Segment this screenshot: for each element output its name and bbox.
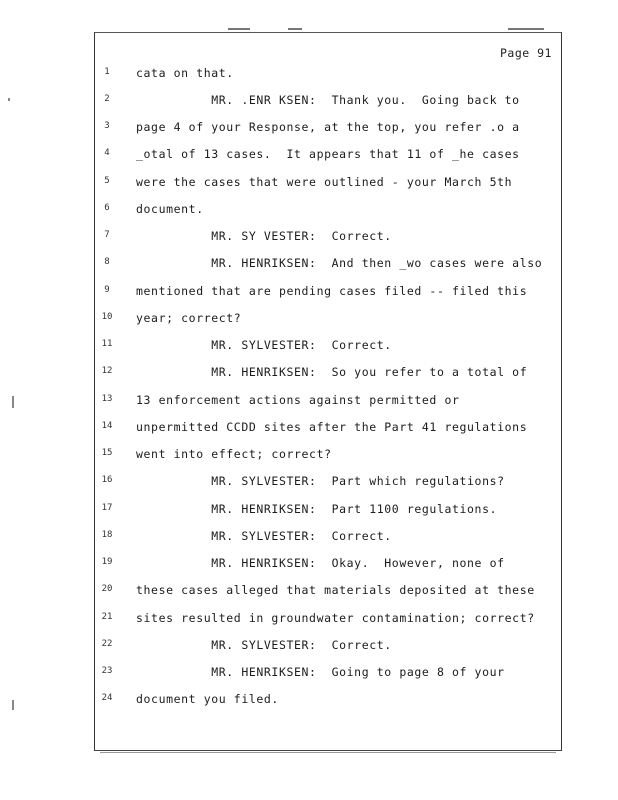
- page-number: Page 91: [500, 46, 552, 60]
- line-number: 14: [101, 421, 113, 431]
- transcript-line: [0, 692, 618, 712]
- transcript-line: [0, 502, 618, 522]
- line-text: 13 enforcement actions against permitted or: [136, 393, 460, 407]
- transcript-line: [0, 120, 618, 140]
- line-text: MR. HENRIKSEN: Part 1100 regulations.: [136, 502, 498, 516]
- line-text: unpermitted CCDD sites after the Part 41 regulations: [136, 420, 528, 434]
- transcript-line: [0, 147, 618, 167]
- line-number: 20: [101, 584, 113, 594]
- line-number: 4: [104, 148, 110, 158]
- line-number: 9: [104, 285, 110, 295]
- line-text: MR. SYLVESTER: Correct.: [136, 338, 392, 352]
- transcript-line: [0, 665, 618, 685]
- line-number: 18: [101, 530, 113, 540]
- line-number: 13: [101, 394, 113, 404]
- line-text: MR. .ENR KSEN: Thank you. Going back to: [136, 93, 520, 107]
- line-text: MR. HENRIKSEN: Okay. However, none of: [136, 556, 505, 570]
- line-text: MR. SY VESTER: Correct.: [136, 229, 392, 243]
- transcript-line: [0, 311, 618, 331]
- line-text: document you filed.: [136, 692, 279, 706]
- transcript-line: [0, 583, 618, 603]
- line-text: went into effect; correct?: [136, 447, 332, 461]
- bottom-scan-line: [100, 752, 556, 753]
- line-number: 22: [101, 639, 113, 649]
- line-text: year; correct?: [136, 311, 242, 325]
- transcript-line: [0, 175, 618, 195]
- transcript-line: [0, 611, 618, 631]
- line-text: MR. HENRIKSEN: Going to page 8 of your: [136, 665, 505, 679]
- line-text: these cases alleged that materials deposited at these: [136, 583, 535, 597]
- line-text: document.: [136, 202, 204, 216]
- line-number: 2: [104, 94, 110, 104]
- line-number: 23: [101, 666, 113, 676]
- transcript-line: [0, 447, 618, 467]
- transcript-line: [0, 420, 618, 440]
- line-text: MR. SYLVESTER: Part which regulations?: [136, 474, 505, 488]
- line-text: MR. SYLVESTER: Correct.: [136, 638, 392, 652]
- line-text: cata on that.: [136, 66, 234, 80]
- transcript-line: [0, 638, 618, 658]
- transcript-line: [0, 93, 618, 113]
- transcript-line: [0, 229, 618, 249]
- line-number: 1: [104, 67, 110, 77]
- line-text: MR. SYLVESTER: Correct.: [136, 529, 392, 543]
- line-number: 15: [101, 448, 113, 458]
- line-number: 21: [101, 612, 113, 622]
- transcript-line: [0, 393, 618, 413]
- line-number: 12: [101, 366, 113, 376]
- transcript-line: [0, 474, 618, 494]
- line-number: 5: [104, 176, 110, 186]
- scan-artifact-top-mid: [288, 28, 302, 30]
- line-number: 10: [101, 312, 113, 322]
- transcript-line: [0, 529, 618, 549]
- transcript-line: [0, 256, 618, 276]
- transcript-line: [0, 202, 618, 222]
- transcript-line: [0, 338, 618, 358]
- line-number: 24: [101, 693, 113, 703]
- line-number: 3: [104, 121, 110, 131]
- line-text: MR. HENRIKSEN: And then _wo cases were also: [136, 256, 543, 270]
- transcript-line: [0, 556, 618, 576]
- scan-artifact-top-left: [228, 28, 250, 30]
- line-text: mentioned that are pending cases filed -- filed this: [136, 284, 528, 298]
- line-text: MR. HENRIKSEN: So you refer to a total of: [136, 365, 528, 379]
- line-number: 16: [101, 475, 113, 485]
- transcript-line: [0, 66, 618, 86]
- transcript-line: [0, 284, 618, 304]
- line-text: sites resulted in groundwater contamination; correct?: [136, 611, 535, 625]
- line-text: page 4 of your Response, at the top, you refer .o a: [136, 120, 520, 134]
- line-number: 8: [104, 257, 110, 267]
- line-text: _otal of 13 cases. It appears that 11 of _he cases: [136, 147, 520, 161]
- line-number: 7: [104, 230, 110, 240]
- line-number: 19: [101, 557, 113, 567]
- line-number: 17: [101, 503, 113, 513]
- line-text: were the cases that were outlined - your March 5th: [136, 175, 513, 189]
- line-number: 11: [101, 339, 113, 349]
- transcript-line: [0, 365, 618, 385]
- line-number: 6: [104, 203, 110, 213]
- scan-artifact-top-right: [508, 28, 544, 30]
